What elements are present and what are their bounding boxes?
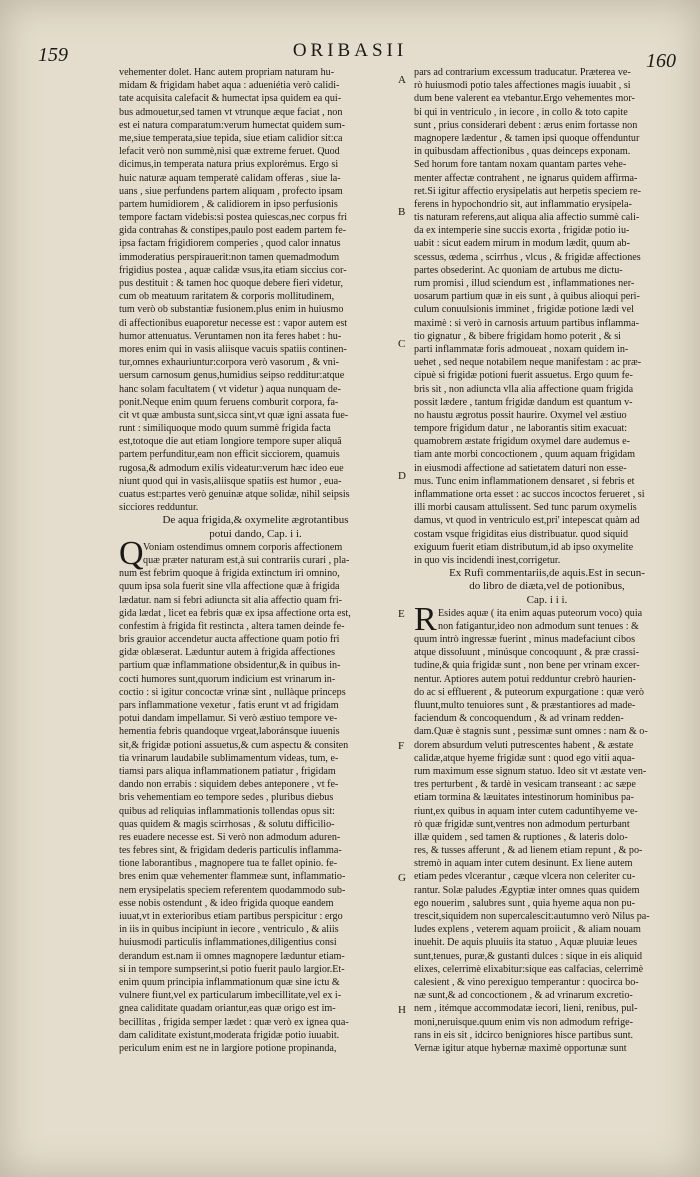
right-column-line: næ sunt,& ad concoctionem , & ad vrinarum excretio-: [414, 990, 633, 1002]
right-column-line: tis naturam referens,aut aliqua alia affectio summè cali-: [414, 212, 640, 224]
left-column-line: dicimus,in temperata natura prius explorémus. Ergo si: [119, 159, 339, 171]
right-column-line: tiam ante morbi concoctionem , quum aquam frigidam: [414, 449, 635, 461]
right-column-line: culum conuulsionis imminet , frigidæ potione lædi vel: [414, 304, 634, 316]
left-column-line: tiamsi pars aliqua inflammationem patiatur , frigidam: [119, 765, 336, 777]
right-column-line: tudine,& quia frigidæ sunt , non bene per vrinam excer-: [414, 660, 640, 672]
left-column-line: huic naturæ aquam temperatè calidam offeras , siue la-: [119, 172, 341, 184]
right-column-line: no haustu ægrotus possit haurire. Oxymel vel æstiuo: [414, 409, 627, 421]
left-column-line: humor attenuatus. Veruntamen non ita feres habet : hu-: [119, 330, 342, 342]
left-column-line: becillitas , frigida semper lædet : quæ verò ex ignea qua-: [119, 1016, 349, 1028]
right-column-line: da ex intemperie sine succis exorta , frigidæ potio iu-: [414, 225, 630, 237]
left-column-line: bris vehementiam eo tempore sedes , pluribus diebus: [119, 792, 334, 804]
left-column-line: sicciores redduntur.: [119, 502, 199, 514]
left-column-line: uersum carnosum genus,humidius seipso redditur:atque: [119, 370, 345, 382]
left-column-line: pars inflammatione vexetur , fatis erunt vt ad frigidam: [119, 700, 339, 711]
right-column-line: nentur. Aptiores autem potui redduntur crebrò haurien-: [414, 673, 636, 685]
right-column-line: Ex Rufi commentariis,de aquis.Est in secun-: [449, 567, 645, 580]
left-column-line: lefacit verò non summè,nisi quæ extreme feruet. Quod: [119, 146, 340, 158]
page-number-right: 160: [646, 50, 676, 72]
margin-letter-g: G: [398, 872, 406, 884]
right-column-line: tempore frigidum datur , ne laborantis sitim exacuat:: [414, 423, 628, 435]
right-column-line: inuehit. De aquis pluuiis ita statuo , Aquæ pluuiæ leues: [414, 937, 638, 949]
left-column-line: cocti humores sunt,quorum indicium est vrinarum in-: [119, 673, 336, 685]
right-column-line: ret.Si igitur affectio erysipelatis aut herpetis speciem re-: [414, 185, 641, 197]
right-column-line: in eiusmodi affectione ad satietatem daturi non esse-: [414, 462, 627, 474]
right-column-line: nem , itémque accommodatæ iecori, lieni, renibus, pul-: [414, 1003, 638, 1015]
right-column-line: tio gignatur , & bibere frigidam homo poterit , & si: [414, 330, 621, 342]
right-column-line: non fatigantur,ideo non admodum sunt tenues : &: [438, 620, 639, 632]
right-column-line: tres perturbent , & tardè in vesicam transeant : ac sæpe: [414, 779, 636, 791]
left-column-line: ponit.Neque enim quum feruens comburit corpora, fa-: [119, 396, 339, 408]
left-column-line: gidæ oblæserat. Læduntur autem à frigida affectiones: [119, 647, 336, 659]
left-column-line: periculum enim est ne in largiore potione propinanda,: [119, 1042, 337, 1054]
right-column-line: rò quæ frigidæ sunt,ventres non admodum perturbant: [414, 818, 630, 830]
left-column-line: midam & frigidam habet aqua : adueniétia verò calidi-: [119, 80, 340, 92]
right-column-line: illæ quidem , sed tamen & ruptiones , & lateris dolo-: [414, 831, 628, 843]
left-column-line: quas quidem & magis scirrhosas , & solutu difficilio-: [119, 818, 335, 830]
left-column-line: niunt quod qui in vasis,aliisque spatiis est humor , eua-: [119, 475, 342, 487]
right-column-line: elixes, celerrimè elixabitur:sique eas calfacias, celerrimè: [414, 963, 644, 975]
right-column-line: costam vsque frigiditas eius distribuatur. quod siquid: [414, 528, 629, 540]
right-column-line: dam.Quæ è stagnis sunt , pessimæ sunt omnes : nam & o-: [414, 726, 648, 738]
left-column-line: bres enim quæ vehementer flammeæ sunt, inflammatio-: [119, 871, 346, 883]
right-column-line: partes obsederint. Ac quoniam de artubus me dictu-: [414, 264, 623, 276]
margin-letter-c: C: [398, 338, 406, 350]
left-column-line: confestim à frigida fit restincta , altera tamen deinde fe-: [119, 620, 345, 632]
right-column-line: inflammatione orta esset : ac succos incoctos ferueret , si: [414, 489, 645, 500]
right-column-line: rò huiusmodi potio tales affectiones magis iuuabit , si: [414, 80, 631, 92]
right-column-line: Cap. i i i.: [526, 593, 568, 606]
left-column-line: sit,& frigidæ potioni assuetus,& cum aspectu & consiten: [119, 739, 349, 751]
left-column-line: esse nobis ostendunt , & ideo frigida quoque eandem: [119, 897, 334, 909]
right-column-line: exiguum fuerit etiam distributum,id ab ipso oxymelite: [414, 541, 634, 553]
left-column-line: coctio : si igitur concoctæ vrinæ sint , nullàque princeps: [119, 686, 346, 698]
left-column-line: mores enim qui in vasis aliisque vacuis spatiis continen-: [119, 343, 347, 355]
left-column-line: hanc solam facultatem ( vt videtur ) aqua nunquam de-: [119, 383, 341, 395]
right-column-line: menter affectæ contrahent , ne ignarus quidem affirma-: [414, 172, 638, 184]
left-column-line: in iis in quibus incipiunt in iecore , ventriculo , & aliis: [119, 924, 339, 936]
margin-letter-b: B: [398, 206, 406, 218]
left-column-line: potui dando, Cap. i i.: [209, 527, 302, 540]
left-column-line: iuuat,vt in exterioribus etiam partibus perspicitur : ergo: [119, 911, 343, 922]
left-column-line: num est febrim quoque à frigida extinctum iri omnino,: [119, 568, 340, 580]
left-column-line: quum ipsa sola fuerit sine vlla affectione quæ à frigida: [119, 581, 340, 593]
right-column-line: do libro de diæta,vel de potionibus,: [469, 580, 625, 593]
page-number-left: 159: [38, 44, 68, 66]
left-column-line: vehementer dolet. Hanc autem propriam naturam hu-: [119, 67, 335, 78]
right-column-line: rum maximum esse signum statuo. Ideo sit vt æstate ven-: [414, 765, 647, 777]
right-column-line: in quibusdam affectionibus , quas deinceps exponam.: [414, 146, 631, 158]
right-column-line: stremò in aquam inter cutem desinunt. Ex liene autem: [414, 858, 633, 870]
right-column-line: pars ad contrarium excessum traducatur. Præterea ve-: [414, 67, 631, 78]
left-column-line: runt : similiquoque modo quum summè frigida facta: [119, 423, 331, 435]
margin-letter-h: H: [398, 1004, 406, 1016]
right-column-line: uosarum partium quæ in eis sunt , à quibus alioqui peri-: [414, 291, 640, 303]
right-column-line: dorem absurdum veluti putrescentes habent , & æstate: [414, 739, 634, 751]
left-column-line: tes febres sint, & frigidam dederis particulis inflamma-: [119, 845, 342, 857]
right-column-line: magnopere lædentur , & tamen ipsi quoque offenduntur: [414, 132, 640, 144]
margin-letter-a: A: [398, 74, 406, 86]
right-column-line: parti inflammatæ foris admoueat , noxam quidem in-: [414, 343, 629, 355]
right-column-line: uehet , sed neque notabilem neque manifestam : ac præ-: [414, 357, 642, 369]
left-text-column: [119, 66, 392, 1055]
left-column-line: cuatus est:partes verò genuinæ atque solidæ, nihil seipsis: [119, 489, 350, 500]
left-column-line: tempore factam videbis:si postea quiescas,nec corpus fri: [119, 212, 348, 224]
left-column-line: vulnere fiunt,vel ex particularum imbecillitate,vel ex i-: [119, 990, 342, 1002]
right-column-line: faciendum & concoquendum , & ad vrinam redden-: [414, 713, 624, 725]
left-column-line: est,totoque die aut etiam longiore tempore super aliquã: [119, 436, 342, 448]
left-column-line: partium quæ inflammatione obsidentur,& in quibus in-: [119, 660, 341, 672]
right-column-line: uabit : sicut eadem mirum in modum lædit, quum ab-: [414, 238, 630, 250]
left-column-line: gida lædat , licet ea febris quæ ex ipsa affectione orta est,: [119, 607, 351, 619]
right-column-line: ludes explens , veterem aquam proiicit , & aliam nouam: [414, 924, 641, 936]
left-column-line: pus destituit : & tamen hoc quoque debere fieri videtur,: [119, 278, 343, 289]
running-head: ORIBASII: [292, 40, 408, 61]
left-column-line: me,siue temperata,siue tepida, siue etiam calidior sit:ca: [119, 132, 343, 144]
right-column-line: rantur. Solæ paludes Ægyptiæ inter omnes quas quidem: [414, 884, 640, 896]
right-column-line: ferens in hypochondrio sit, aut inflammatio erysipela-: [414, 198, 632, 210]
left-column-line: gnea caliditate quadam oriantur,eas quæ origo est im-: [119, 1003, 336, 1015]
right-column-line: sunt , prius considerari debent : ærus enim fortasse non: [414, 119, 638, 131]
right-column-line: dum bene valerent ea vtebantur.Ergo vehementes mor-: [414, 93, 635, 105]
right-column-line: Vernæ igitur atque hybernæ maximè opportunæ sunt: [414, 1042, 627, 1054]
left-column-line: potui dandam impellamur. Si verò æstiuo tempore ve-: [119, 713, 338, 725]
left-column-line: bus admouetur,sed tamen vt vtrunque æque faciat , non: [119, 106, 343, 118]
right-column-line: Sed horum fore tantam noxam quantam partes vehe-: [414, 159, 627, 171]
right-column-line: fluunt,multo tenuiores sunt , & præstantiores ad made-: [414, 700, 636, 711]
left-column-line: quibus ad reliquias inflammationis tollendas opus sit:: [119, 805, 335, 817]
margin-letter-e: E: [398, 608, 405, 620]
right-text-column: [414, 66, 680, 1055]
drop-cap-initial: Q: [119, 534, 144, 572]
right-column-line: rum promisi , illud sciendum est , inflammationes ner-: [414, 278, 635, 289]
left-column-line: partem humidiorem , & calidiorem in ipso perfusionis: [119, 198, 338, 210]
right-column-line: moni,neruisque.quum enim vis non admodum refrige-: [414, 1016, 634, 1028]
right-column-line: trescit,siquidem non supercalescit:autumno verò Nilus pa-: [414, 911, 650, 922]
right-column-line: bris sit , non adiuncta vlla alia affectione quam frigida: [414, 383, 634, 395]
left-column-line: bris grauior accendetur aucta affectione quam potio fri: [119, 634, 340, 646]
right-column-line: Esides aquæ ( ita enim aquas puteorum voco) quia: [438, 607, 643, 619]
left-column-line: immoderatius perspirauerit:non tamen quemadmodum: [119, 251, 340, 263]
margin-letter-d: D: [398, 470, 406, 482]
left-column-line: tate acquisita calefacit & humectat ipsa quidem ea qui-: [119, 93, 342, 105]
right-column-line: etiam tormina & læuitates intestinorum hominibus pa-: [414, 792, 634, 804]
left-column-line: tia vrinarum laudabile sublimamentum videas, tum, e-: [119, 752, 339, 764]
left-column-line: De aqua frigida,& oxymelite ægrotantibus: [162, 514, 349, 527]
right-column-line: do ac si effluerent , & puteorum expurgatione : quæ verò: [414, 686, 644, 698]
left-column-line: enim quum principia inflammationum quæ sine ictu &: [119, 976, 340, 988]
right-column-line: calesient , & vino perexiguo temperantur : quocirca bo-: [414, 976, 639, 988]
left-column-line: dando non errabis : siquidem debes anteponere , vt fe-: [119, 779, 339, 791]
right-column-line: mus. Tunc enim inflammationem densaret , si febris et: [414, 475, 635, 487]
right-column-line: damus, vt quod in ventriculo est,pri' intepescat quàm ad: [414, 515, 640, 527]
left-column-line: dam caliditate existunt,moderata frigidæ potio iuuabit.: [119, 1029, 340, 1041]
left-column-line: ipsa factam frigidiorem comperies , quod calor innatus: [119, 238, 341, 250]
right-column-line: rans in eis sit , idcirco benigniores hisce partibus sunt.: [414, 1029, 634, 1041]
left-column-line: hementia febris quandoque vrgeat,laboránsque iuuenis: [119, 726, 340, 738]
left-column-line: uans , siue perfundens partem aliquam , profecto ipsam: [119, 185, 343, 197]
right-column-line: quamobrem æstate frigidum oxymel dare audemus e-: [414, 436, 630, 448]
left-column-line: huiusmodi particulis inflammationes,diligentius consi: [119, 937, 337, 949]
left-column-line: frigidius postea , aquæ calidæ vsus,ita etiam siccius cor-: [119, 264, 347, 276]
left-column-line: derandum est.nam ii omnes magnopere læduntur etiam-: [119, 950, 345, 962]
left-column-line: nem erysipelatis speciem referentem quodammodo sub-: [119, 884, 346, 896]
right-column-line: possit lædere , tantum frigidæ dandum est quantum v-: [414, 396, 633, 408]
right-column-line: maximè : si verò in carnosis artuum partibus inflamma-: [414, 317, 639, 329]
left-column-line: di affectionibus euaporetur necesse est : vapor autem est: [119, 317, 348, 329]
left-column-line: tum verò ob substantiæ fusionem.plus enim in huiusmo: [119, 304, 344, 316]
left-column-line: lædatur. nam si febri adiuncta sit alia affectio quam fri-: [119, 594, 343, 606]
right-column-line: bi qui in ventriculo , in iecore , in collo & toto capite: [414, 106, 628, 118]
drop-cap-initial: R: [414, 600, 437, 638]
margin-letter-f: F: [398, 740, 405, 752]
left-column-line: si in tempore sumpserint,si potio fuerit paulo largior.Et-: [119, 963, 345, 975]
left-column-line: partem perfunditur,eam non efficit sicciorem, quamuis: [119, 449, 340, 461]
right-column-line: riunt,ex quibus in aquam inter cutem caduntihyeme ve-: [414, 805, 638, 817]
left-column-line: Voniam ostendimus omnem corporis affectionem: [143, 541, 343, 553]
left-column-line: res euadere necesse est. Si verò non admodum aduren-: [119, 831, 341, 843]
right-column-line: quum intrò ingressæ fuerint , minus madefaciunt cibos: [414, 634, 636, 646]
right-column-line: sunt,tenues, puræ,& gustanti dulces : sique in eis aliquid: [414, 950, 643, 962]
right-column-line: illi morbi causam attulissent. Sed tunc parum oxymelis: [414, 502, 637, 514]
left-column-line: quæ præter naturam est,à sui contrariis curari , pla-: [143, 554, 350, 566]
left-column-line: rugosa,& admodum exilis videatur:verum hæc ideo eue: [119, 462, 344, 474]
left-column-line: tur,omnes exhauriuntur:corpora verò vasorum , & vni-: [119, 357, 340, 369]
right-column-line: scessus, œdema , scirrhus , vlcus , & frigidæ affectiones: [414, 251, 641, 263]
right-column-line: etiam pedes vlcerantur , cæque vlcera non celeriter cu-: [414, 871, 636, 883]
right-column-line: cipuè si frigidæ potioni fuerit assuetus. Ergo quum fe-: [414, 370, 633, 382]
left-column-line: est ei natura comparatum:verum humectat quidem sum-: [119, 119, 346, 131]
left-column-line: cit vt quæ ambusta sunt,sicca sint,vt quæ igni assata fue-: [119, 409, 349, 421]
right-column-line: res, & tusses afferunt , & ad lienem etiam repunt , & po-: [414, 845, 643, 857]
right-column-line: ego nouerim , salubres sunt , quia hyeme aqua non pu-: [414, 897, 636, 909]
left-column-line: tione laborantibus , magnopere tua te fallet opinio. fe-: [119, 858, 338, 870]
right-column-line: calidæ,atque hyeme frigidæ sunt : quod ego vitii aqua-: [414, 752, 635, 764]
right-column-line: in quo vis incidendi inest,corrigetur.: [414, 554, 561, 566]
right-column-line: atque dissoluunt , minúsque concoquunt , & præ crassi-: [414, 647, 639, 659]
left-column-line: cum ob meatuum raritatem & corporis mollitudinem,: [119, 291, 335, 303]
left-column-line: gida contrahas & constipes,paulo post eadem partem fe-: [119, 225, 347, 237]
